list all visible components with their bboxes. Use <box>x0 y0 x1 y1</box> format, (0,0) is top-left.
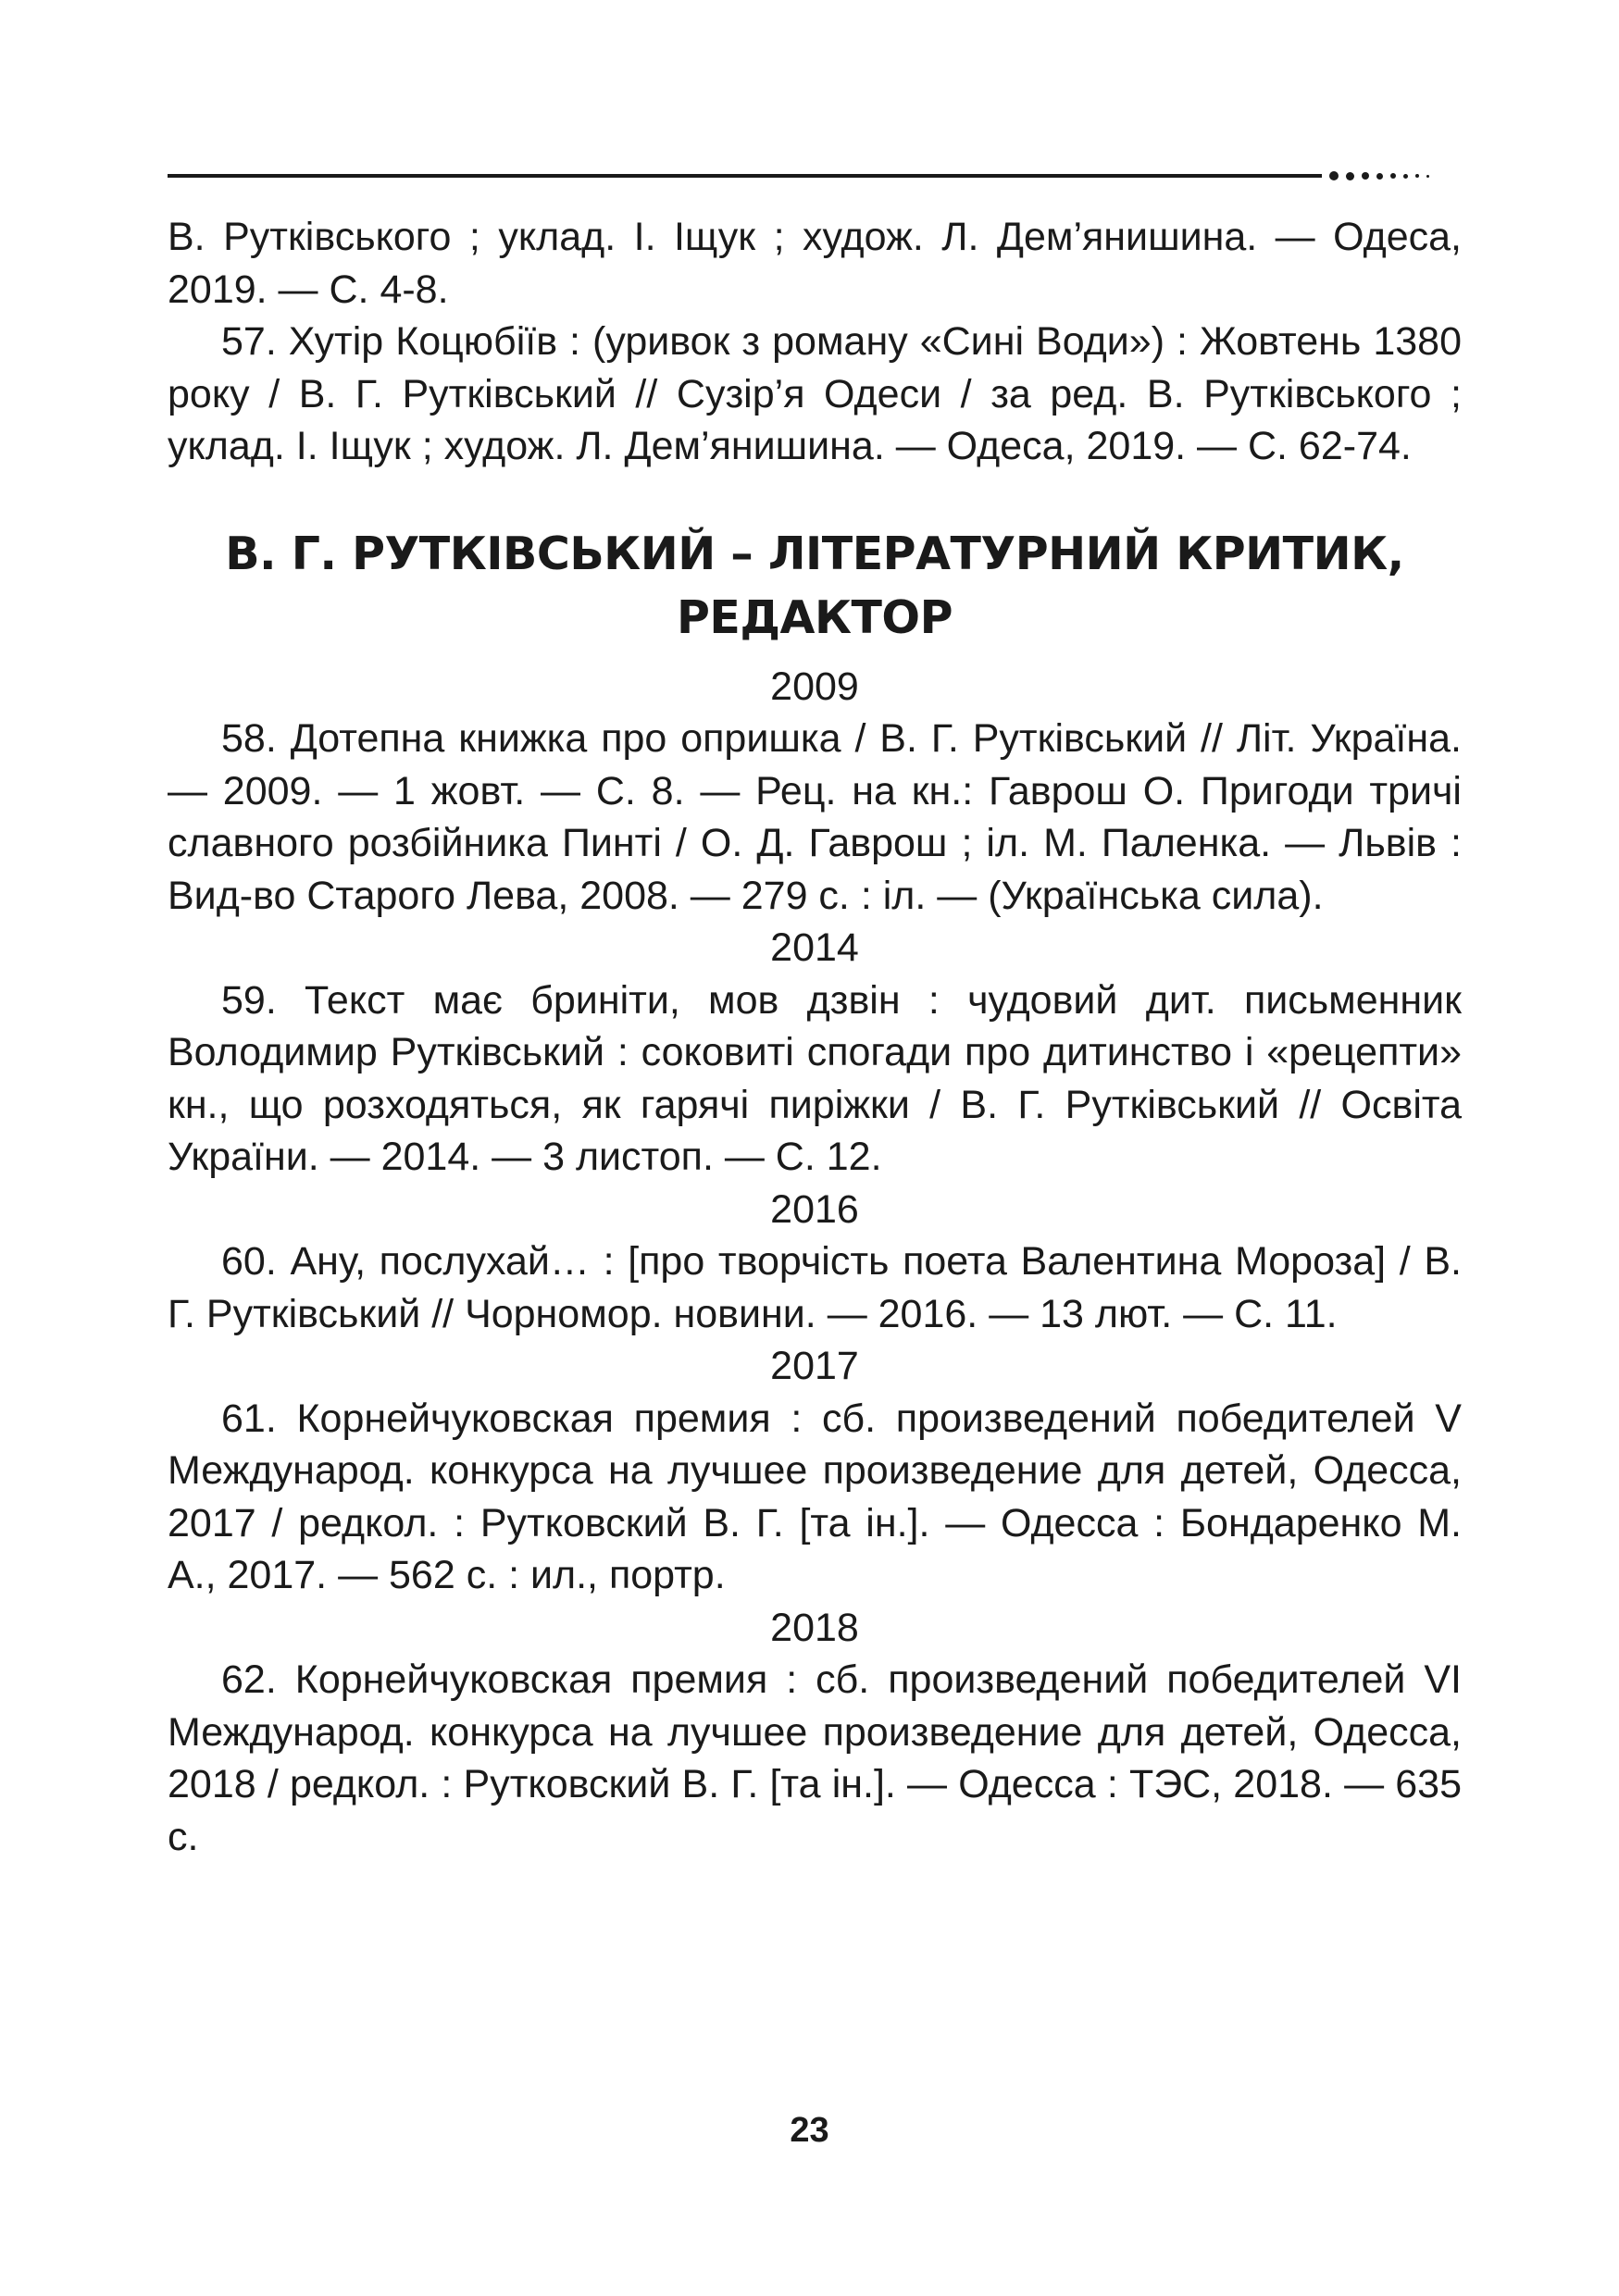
year-heading: 2009 <box>770 664 859 709</box>
header-dot <box>1426 175 1429 178</box>
section-title-line: РЕДАКТОР <box>677 590 953 644</box>
header-rule <box>168 171 1463 180</box>
header-dot <box>1390 173 1396 179</box>
bibliography-entry: 60. Ану, послухай… : [про творчість поета Валентина Мороза] / В. Г. Рутківський // Чорномор. новини. — 2016. — 13 лют. — С. 11. <box>168 1239 1462 1336</box>
header-dot <box>1362 172 1369 180</box>
bibliography-entry: 62. Корнейчуковская премия : сб. произведений победителей VI Международ. конкурса на лучшее произведение для детей, Одесса, 2018 / редкол. : Рутковский В. Г. [та ін.]. — Одесса : ТЭС, 2018. — 635 с. <box>168 1657 1462 1859</box>
header-dot <box>1415 174 1419 178</box>
page-number: 23 <box>790 2111 829 2150</box>
page-content <box>168 211 1462 1863</box>
year-heading: 2018 <box>770 1605 859 1650</box>
bibliography-entry: 57. Хутір Коцюбіїв : (уривок з роману «Сині Води») : Жовтень 1380 року / В. Г. Рутківський // Сузір’я Одеси / за ред. В. Рутківського ; уклад. І. Іщук ; худож. Л. Дем’янишина. — Одеса, 2019. — С. 62-74. <box>168 319 1462 468</box>
entry-continuation: В. Рутківського ; уклад. І. Іщук ; худож. Л. Дем’янишина. — Одеса, 2019. — С. 4-8. <box>168 215 1462 312</box>
header-line <box>168 174 1322 178</box>
section-title-line: В. Г. РУТКІВСЬКИЙ – ЛІТЕРАТУРНИЙ КРИТИК, <box>225 527 1404 580</box>
year-heading: 2014 <box>770 925 859 970</box>
header-dot <box>1346 172 1354 180</box>
header-dots <box>1329 171 1429 180</box>
year-heading: 2017 <box>770 1344 859 1388</box>
bibliography-entry: 59. Текст має бриніти, мов дзвін : чудовий дит. письменник Володимир Рутківський : соковиті спогади про дитинство і «рецепти» кн., що розходяться, як гарячі пиріжки / В. Г. Рутківський // Освіта України. — 2014. — 3 листоп. — С. 12. <box>168 977 1462 1179</box>
bibliography-entry: 61. Корнейчуковская премия : сб. произведений победителей V Международ. конкурса на лучшее произведение для детей, Одесса, 2017 / редкол. : Рутковский В. Г. [та ін.]. — Одесса : Бондаренко М. А., 2017. — 562 с. : ил., портр. <box>168 1396 1462 1597</box>
header-dot <box>1329 171 1339 180</box>
header-dot <box>1403 174 1408 179</box>
section-title <box>168 522 1462 650</box>
header-dot <box>1376 173 1383 180</box>
year-heading: 2016 <box>770 1186 859 1232</box>
bibliography-entry: 58. Дотепна книжка про опришка / В. Г. Рутківський // Літ. Україна. — 2009. — 1 жовт. — С. 8. — Рец. на кн.: Гаврош О. Пригоди тричі славного розбійника Пинті / О. Д. Гаврош ; іл. М. Паленка. — Львів : Вид-во Старого Лева, 2008. — 279 с. : іл. — (Українська сила). <box>168 716 1462 918</box>
